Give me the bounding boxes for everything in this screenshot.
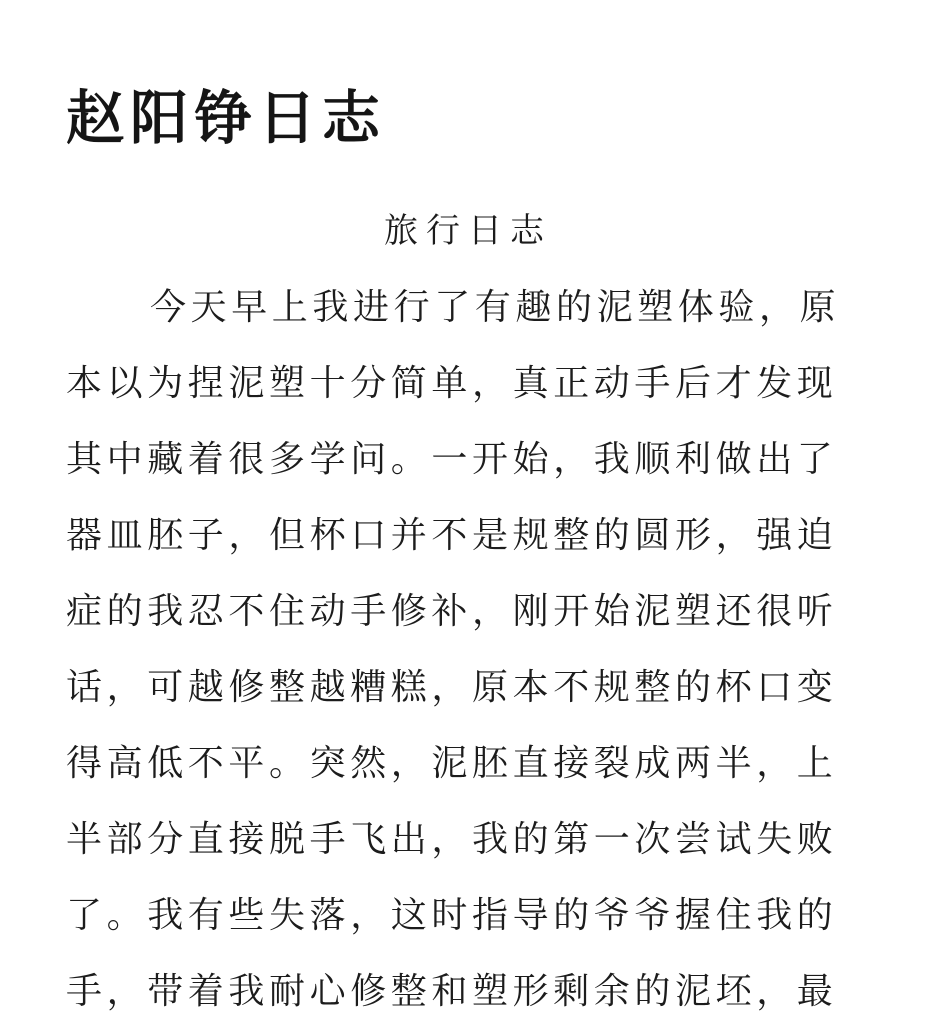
entry-body xyxy=(66,280,856,1035)
document-title: 赵阳铮日志 xyxy=(66,84,387,152)
body-line: 话，可越修整越糟糕，原本不规整的杯口变 xyxy=(66,667,838,708)
body-line: 症的我忍不住动手修补，刚开始泥塑还很听 xyxy=(66,591,838,632)
body-line: 手，带着我耐心修整和塑形剩余的泥坯，最 xyxy=(66,971,838,1012)
body-line: 了。我有些失落，这时指导的爷爷握住我的 xyxy=(66,895,838,936)
body-line: 器皿胚子，但杯口并不是规整的圆形，强迫 xyxy=(66,515,838,556)
body-line: 半部分直接脱手飞出，我的第一次尝试失败 xyxy=(66,819,838,860)
body-line: 其中藏着很多学问。一开始，我顺利做出了 xyxy=(66,439,838,480)
body-line: 本以为捏泥塑十分简单，真正动手后才发现 xyxy=(66,363,838,404)
entry-heading: 旅行日志 xyxy=(384,211,552,251)
body-line: 今天早上我进行了有趣的泥塑体验，原 xyxy=(150,287,841,328)
body-line: 得高低不平。突然，泥胚直接裂成两半，上 xyxy=(66,743,838,784)
